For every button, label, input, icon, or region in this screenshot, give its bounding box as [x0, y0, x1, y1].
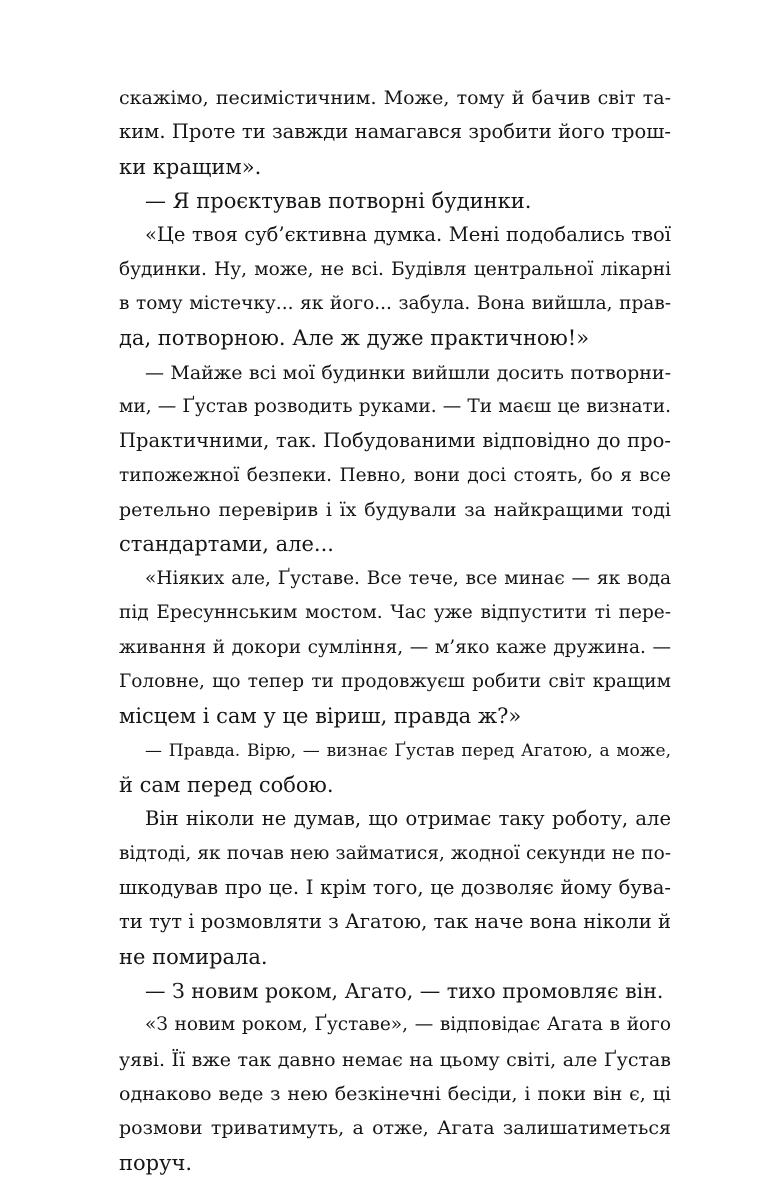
text-line: — Майже всі мої будинки вийшли досить потворни- — [145, 361, 671, 384]
text-line: ки кращим». — [119, 154, 262, 179]
text-line: під Ересуннським мостом. Час уже відпустити ті пере- — [119, 602, 671, 624]
text-line: не помирала. — [119, 944, 268, 969]
text-line: — Правда. Вірю, — визнає Ґустав перед Агатою, а може, — [145, 740, 671, 761]
text-line: ретельно перевірив і їх будували за найкращими тоді — [119, 499, 671, 522]
text-line: ти тут і розмовляти з Агатою, так наче вона ніколи й — [119, 910, 671, 934]
text-line: відтоді, як почав нею займатися, жодної секунди не по- — [119, 842, 671, 864]
text-line: в тому містечку... як його... забула. Вона вийшла, прав- — [119, 293, 671, 315]
text-line: й сам перед собою. — [119, 772, 334, 797]
text-line: Практичними, так. Побудованими відповідно до про- — [119, 429, 671, 453]
text-line: ми, — Ґустав розводить руками. — Ти маєш це визнати. — [119, 396, 671, 418]
text-line: живання й докори сумління, — м’яко каже дружина. — — [119, 636, 671, 658]
text-line: розмови триватимуть, а отже, Агата залишатиметься — [119, 1117, 671, 1140]
text-line: Головне, що тепер ти продовжуєш робити світ кращим — [119, 670, 671, 692]
text-line: стандартами, але... — [119, 532, 334, 557]
text-line: — З новим роком, Агато, — тихо промовляє він. — [145, 978, 664, 1003]
text-line: «Це твоя суб’єктивна думка. Мені подобались твої — [145, 223, 671, 247]
text-line: місцем і сам у це віриш, правда ж?» — [119, 704, 522, 729]
text-line: типожежної безпеки. Певно, вони досі стоять, бо я все — [119, 464, 671, 486]
text-line: да, потворною. Але ж дуже практичною!» — [119, 326, 590, 351]
text-line: уяві. Її вже так давно немає на цьому світі, але Ґустав — [119, 1048, 671, 1071]
text-line: «З новим роком, Ґуставе», — відповідає Агата в його — [145, 1014, 671, 1036]
text-line: «Ніяких але, Ґуставе. Все тече, все минає — як вода — [145, 567, 671, 589]
text-line: шкодував про це. І крім того, це дозволяє йому бува- — [119, 875, 671, 899]
text-line: Він ніколи не думав, що отримає таку роботу, але — [145, 807, 671, 831]
text-line: поруч. — [119, 1150, 192, 1175]
text-line: — Я проєктував потворні будинки. — [145, 189, 532, 214]
text-line: ким. Проте ти завжди намагався зробити його трош- — [119, 120, 671, 144]
text-line: будинки. Ну, може, не всі. Будівля центральної лікарні — [119, 258, 671, 280]
text-line: скажімо, песимістичним. Може, тому й бачив світ та- — [119, 87, 671, 109]
text-line: однаково веде з нею безкінечні бесіди, і поки він є, ці — [119, 1082, 671, 1105]
body-text — [119, 81, 671, 1180]
